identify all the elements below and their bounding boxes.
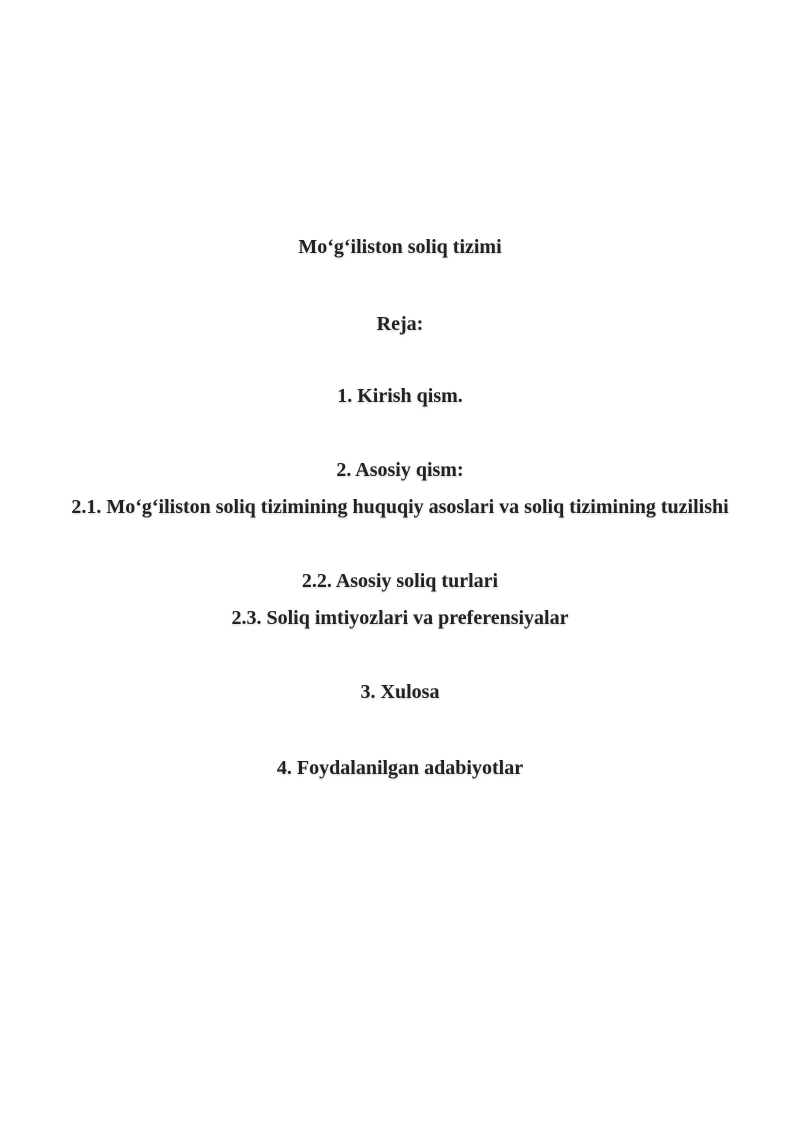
plan-item-2-1: 2.1. Mo‘g‘iliston soliq tizimining huquqiy asoslari va soliq tizimining tuzilishi	[71, 496, 729, 518]
document-title: Mo‘g‘iliston soliq tizimi	[298, 236, 502, 258]
plan-item-2: 2. Asosiy qism:	[336, 459, 464, 481]
plan-item-2-2: 2.2. Asosiy soliq turlari	[301, 570, 499, 592]
plan-item-4: 4. Foydalanilgan adabiyotlar	[276, 757, 524, 779]
plan-item-2-3: 2.3. Soliq imtiyozlari va preferensiyalar	[231, 607, 569, 629]
plan-item-1: 1. Kirish qism.	[337, 385, 463, 407]
plan-item-3: 3. Xulosa	[360, 681, 440, 703]
plan-heading: Reja:	[376, 313, 424, 335]
